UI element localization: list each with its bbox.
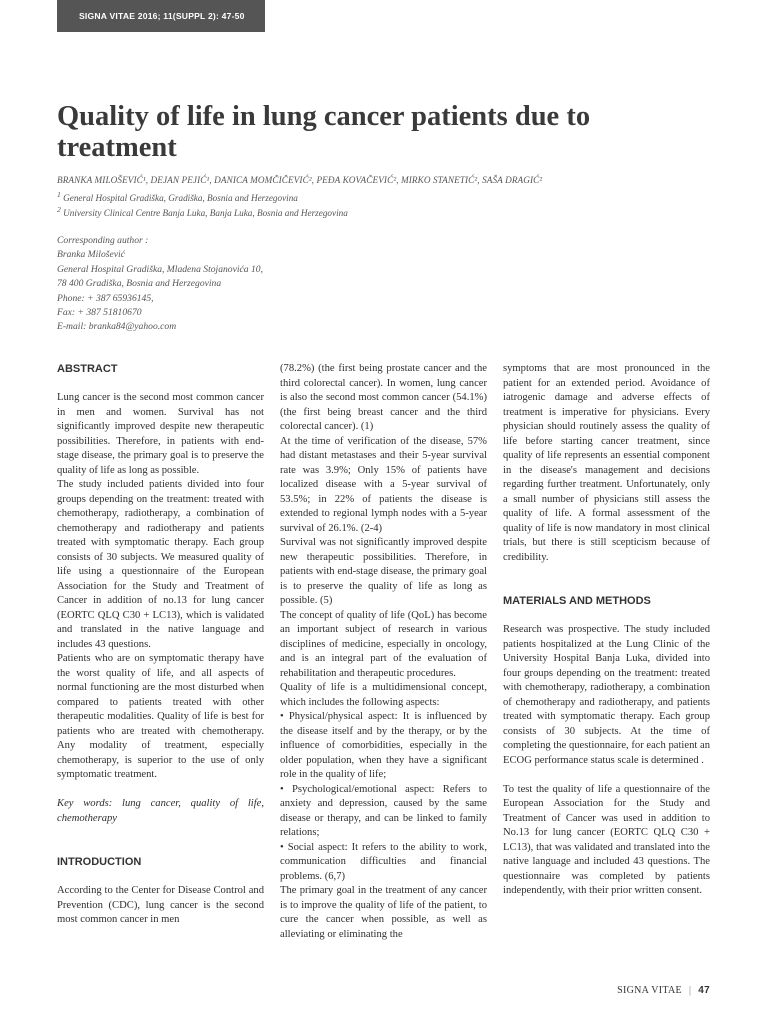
journal-reference-tab: SIGNA VITAE 2016; 11(SUPPL 2): 47-50 xyxy=(57,0,265,32)
introduction-paragraph: The concept of quality of life (QoL) has become an important subject of research in various disciplines of medicine, especially in oncology, and is an integral part of the evaluation of rehabilitation and therapeutic procedures. xyxy=(280,609,487,679)
introduction-paragraph: (78.2%) (the first being prostate cancer and the third colorectal cancer). In women, lung cancer is also the second most common cancer (54.1%) (the first being breast cancer and the third colorectal cancer). (1) xyxy=(280,363,487,432)
footer-separator: | xyxy=(688,985,692,996)
corresponding-address: General Hospital Gradiška, Mladena Stojanovića 10, xyxy=(57,263,263,275)
column-2 xyxy=(280,362,487,942)
introduction-paragraph: The primary goal in the treatment of any cancer is to improve the quality of life of the patient, to cure the cancer when possible, as well as alleviating or eliminating the xyxy=(280,885,487,940)
corresponding-fax: Fax: + 387 51810670 xyxy=(57,306,142,318)
aspect-bullet: • Psychological/emotional aspect: Refers to anxiety and depression, caused by the same disease or therapy, and can be linked to family relations; xyxy=(280,783,487,838)
introduction-heading: INTRODUCTION xyxy=(57,856,142,868)
footer-journal-name: SIGNA VITAE xyxy=(617,985,682,996)
affiliation-1: $^1$ General Hospital Gradiška, Gradiška, Bosnia and Herzegovina xyxy=(57,190,298,204)
introduction-paragraph: symptoms that are most pronounced in the patient for an extended period. Avoidance of iatrogenic damage and adverse effects of treatment is imperative for physicians. Every physician should routinely assess the quality of life before starting cancer treatment, since quality of life represents an essential component in the disease's management and decisions regarding further treatment. Unfortunately, only a small number of physicians still assess the quality of life. A formal assessment of the quality of life is now mandatory in most clinical trials, but there is still scepticism because of credibility. xyxy=(503,363,710,563)
column-3 xyxy=(503,362,710,899)
corresponding-author-block xyxy=(57,234,707,335)
corresponding-name: Branka Milošević xyxy=(57,249,125,261)
corresponding-phone: Phone: + 387 65936145, xyxy=(57,292,154,304)
corresponding-label: Corresponding author : xyxy=(57,235,149,246)
methods-paragraph: Research was prospective. The study included patients hospitalized at the Lung Clinic of the University Hospital Banja Luka, divided into four groups depending on the treatment: treated with chemotherapy, radiotherapy, a combination of chemotherapy and radiotherapy, and patients treated with symptomatic therapy. Each group consists of 30 subjects. At the time of completing the questionnaire, for each patient an ECOG performance status scale is determined . xyxy=(503,624,710,766)
aspect-bullet: • Physical/physical aspect: It is influenced by the disease itself and by the therapy, or by the influence of comorbidities, especially in the older population, when they have a significant role in the quality of life; xyxy=(280,711,487,780)
abstract-paragraph: Patients who are on symptomatic therapy have the worst quality of life, and all aspects of normal functioning are the most disturbed when compared to patients treated with other therapeutic modalities. Quality of life is best for patients who are treated with chemotherapy. Any modality of treatment, especially chemotherapy, is superior to the use of only symptomatic treatment. xyxy=(57,653,264,780)
methods-paragraph: To test the quality of life a questionnaire of the European Association for the Study and Treatment of Cancer was used in addition to No.13 for lung cancer (EORTC QLQ C30 + LC13), that was validated and translated into the native language and included 43 questions. The questionnaire was completed by patients independently, with their prior written consent. xyxy=(503,783,710,896)
introduction-paragraph: Quality of life is a multidimensional concept, which includes the following aspects: xyxy=(280,682,487,708)
corresponding-email[interactable]: E-mail: branka84@yahoo.com xyxy=(57,321,177,333)
page-footer xyxy=(617,985,710,996)
column-1 xyxy=(57,362,264,928)
abstract-paragraph: The study included patients divided into four groups depending on the treatment: treated with chemotherapy, radiotherapy, a combination of chemotherapy and radiotherapy and patients treated with symptomatic therapy. Each group consists of 30 subjects. We measured quality of life using a questionnaire of the European Association for the Study and Treatment of Cancer in addition of no.13 for lung cancer (EORTC QLQ C30 + LC13), which is validated and translated in the native language and includes 43 questions. xyxy=(57,479,264,650)
aspect-bullet: • Social aspect: It refers to the ability to work, communication difficulties and financial problems. (6,7) xyxy=(280,841,487,882)
author-list: BRANKA MILOŠEVIĆ¹, DEJAN PEJIĆ¹, DANICA MOMČIČEVIĆ², PEĐA KOVAČEVIĆ², MIRKO STANETIĆ², SAŠA DRAGIĆ² xyxy=(57,175,543,185)
corresponding-city: 78 400 Gradiška, Bosnia and Herzegovina xyxy=(57,278,222,290)
page-number: 47 xyxy=(698,985,710,996)
introduction-paragraph: At the time of verification of the disease, 57% had distant metastases and their 5-year survival rate was 3.9%; Only 15% of patients have localized disease with a 5-year survival of 53.5%; in 22% of patients the disease is extended to regional lymph nodes with a 5-year survival of 26.1%. (2-4) xyxy=(280,435,487,534)
abstract-paragraph: Lung cancer is the second most common cancer in men and women. Survival has not significantly improved despite new therapeutic possibilities. Therefore, in patients with end-stage disease, the primary goal is to preserve the quality of life as long as possible. xyxy=(57,392,264,476)
introduction-paragraph: According to the Center for Disease Control and Prevention (CDC), lung cancer is the second most common cancer in men xyxy=(57,885,264,925)
affiliation-2: $^2$ University Clinical Centre Banja Luka, Banja Luka, Bosnia and Herzegovina xyxy=(57,205,348,219)
keywords: Key words: lung cancer, quality of life, chemotherapy xyxy=(57,798,264,824)
abstract-heading: ABSTRACT xyxy=(57,363,118,375)
introduction-paragraph: Survival was not significantly improved despite new therapeutic possibilities. Therefore, in patients with end-stage disease, the primary goal is to preserve the quality of life as long as possible. (5) xyxy=(280,537,487,606)
article-title: Quality of life in lung cancer patients due to treatment xyxy=(57,101,591,163)
methods-heading: MATERIALS AND METHODS xyxy=(503,595,651,607)
